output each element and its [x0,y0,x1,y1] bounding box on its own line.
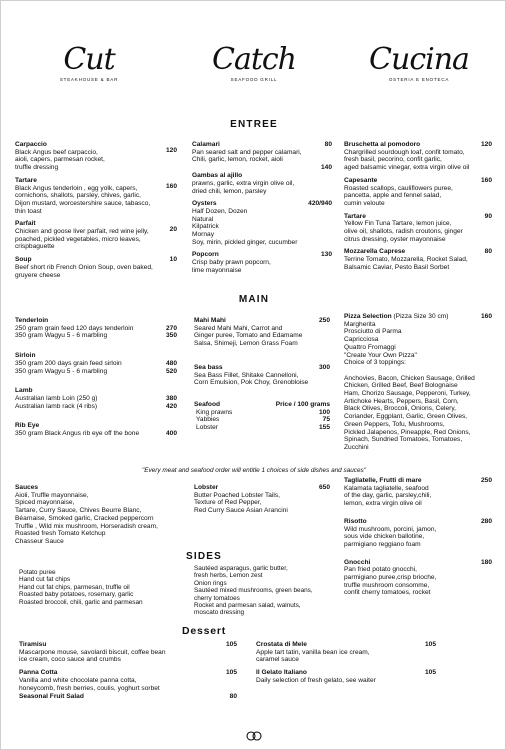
item-name: Mozzarella Caprese [344,248,406,256]
menu-item [344,518,492,549]
item-price: 90 [484,212,492,220]
menu-item [344,213,492,244]
dessert-left-column [19,641,237,706]
item-name: Gnocchi [344,558,371,566]
menu-item [344,559,492,598]
item-desc: Pan seared salt and pepper calamari, Chili, garlic, lemon, rocket, aioli [192,148,302,164]
menu-item [15,141,177,172]
item-name: Panna Cotta [19,669,58,677]
item-price: 420/940 [308,200,332,208]
catch-logo [204,42,304,82]
menu-item [192,141,332,164]
logo-subtitle: OSTERIA E ENOTECA [388,77,450,82]
seafood-item: Seafood Price / 100 grams King prawns 100 Yabbies 75 Lobster 155 [194,400,330,432]
item-name: Il Gelato Italiano [256,669,307,677]
main-right2-column [344,477,492,602]
item-name: Rib Eye [15,422,40,430]
item-name: Carpaccio [15,141,47,148]
menu-item: Sirloin 350 gram 200 days grain feed sirloin 480 350 gram Wagyu 5 - 6 marbling 520 [15,352,177,375]
item-price: 160 [480,176,492,184]
item-desc: Mascarpone mouse, savolardi biscuit, coffee bean ice cream, coco sauce and crumbs [19,648,166,664]
item-desc: Black Angus beef carpaccio, aioli, capers, parmesan rocket, truffle dressing [15,148,105,172]
item-desc: Kalamata tagliatelle, seafood of the day, garlic, parsley,chili, lemon, extra virgin olive oil [344,484,432,508]
sides-right-list: Sautéed asparagus, garlic butter, fresh herbs, Lemon zest Onion rings Sautéed mixed mushrooms, green beans, cherry tomatoes Rocket and parmesan salad, walnuts, moscato dressing [194,565,313,617]
item-desc: Chargrilled sourdough loaf, confit tomato, fresh basil, pecorino, confit garlic, aged balsamic vinegar, extra virgin olive oil [344,148,470,172]
item-desc: Pan fried potato gnocchi, parmigiano puree,crisp brioche, truffle mushroom consomme, confit cherry tomatoes, rocket [344,566,437,597]
item-desc: Half Dozen, Dozen Natural Kilpatrick Mornay Soy, mirin, pickled ginger, cucumber [192,207,298,246]
item-price: 80 [484,248,492,256]
item-price: 130 [320,251,332,259]
cut-logo [39,42,139,82]
lobster-block: Lobster 650 Butter Poached Lobster Tails, Texture of Red Pepper, Red Curry Sauce Asian Arancini [194,484,330,515]
item-name: Tiramisu [19,641,47,648]
logo-subtitle: SEAFOOD GRILL [230,77,278,82]
item-price: 160 [165,182,177,190]
item-name: Tenderloin [15,317,49,324]
menu-item [344,141,492,172]
item-desc: prawns, garlic, extra virgin olive oil, dried chili, lemon, parsley [192,179,295,195]
item-desc: Roasted scallops, cauliflowers puree, pancetta, apple and fennel salad, cumin veloute [344,184,453,207]
item-price: 105 [225,641,237,648]
item-price: 80 [324,141,332,148]
menu-item: Tenderloin 250 gram grain feed 120 days tenderloin 270 350 gram Wagyu 5 - 6 marbling 350 [15,317,177,340]
item-price: 10 [169,256,177,264]
menu-item [192,251,332,274]
entree-right-column [344,141,492,277]
item-desc: Vanilla and white chocolate panna cotta, honeycomb, fresh berries, coulis, yoghurt sorbet [19,676,160,692]
section-title-sides: SIDES [185,551,222,562]
menu-item [19,693,237,701]
item-name: Oysters [192,200,217,208]
entree-mid-column [192,141,332,280]
interlocking-rings-icon [245,731,263,741]
item-price: 105 [424,641,436,648]
menu-item: Pizza Selection (Pizza Size 30 cm) 160 Margherita Prosciutto di Parma Capricciosa Quattro Fromaggi "Create Your Own Pizza" Choice of 3 toppings: Anchovies, Bacon, Chicken Sausage, Grilled Chicken, Grilled Beef, Beef Bolognaise Ham, Chorizo Sausage, Pepperoni, Turkey, Artichoke Hearts, Peppers, Basil, Corn, Black Olives, Broccoli, Onions, Celery, Coriander, Eggplant, Garlic, Green Olives, Green Peppers, Tofu, Mushrooms, Pickled Jalapenos, Pineapple, Red Onions, Spinach, Sundried Tomatoes, Tomatoes, Zucchini [344,313,492,451]
item-name: Soup [15,256,32,264]
dessert-right-column [256,641,436,690]
item-name: Capesante [344,176,378,184]
cucina-logo [369,42,469,82]
menu-item [344,477,492,508]
section-title-entree: ENTREE [230,119,278,130]
menu-item [15,177,177,216]
menu-item [194,364,330,387]
item-name: Seasonal Fruit Salad [19,693,84,701]
section-title-dessert: Dessert [181,625,227,637]
menu-item [192,200,332,246]
logo-subtitle: STEAKHOUSE & BAR [59,77,119,82]
menu-item [194,317,330,348]
menu-item [19,641,237,664]
item-name: Popcorn [192,251,219,259]
item-name: Tartare [15,176,37,184]
item-name: Risotto [344,517,367,525]
item-price: 105 [225,669,237,677]
item-desc: Crisp baby prawn popcorn, lime mayonnaise [192,259,271,274]
menu-item [192,164,332,195]
item-price: 20 [169,226,177,234]
item-price: 140 [320,164,332,172]
main-mid-column [194,317,330,437]
item-name: Bruschetta al pomodoro [344,141,421,148]
item-price: 180 [480,558,492,566]
item-price: 120 [165,147,177,154]
item-desc: Margherita Prosciutto di Parma Capricciosa Quattro Fromaggi "Create Your Own Pizza" Choice of 3 toppings: Anchovies, Bacon, Chicken Sausage, Grilled Chicken, Grilled Beef, Beef Bolognaise Ham, Chorizo Sausage, Pepperoni, Turkey, Artichoke Hearts, Peppers, Basil, Corn, Black Olives, Broccoli, Onions, Celery, Coriander, Eggplant, Garlic, Green Olives, Green Peppers, Tofu, Mushrooms, Pickled Jalapenos, Pineapple, Red Onions, Spinach, Sundried Tomatoes, Tomatoes, Zucchini [344,320,475,451]
item-desc: Black Angus tenderloin , egg yolk, capers, cornichons, shallots, parsley, chives, garlic, Dijon mustard, worcestershire sauce, tabasco, thin toast [15,184,151,215]
item-desc: Chicken and goose liver parfait, red wine jelly, poached, pickled vegetables, micro leaves, crispbaguette [15,228,149,251]
sides-left-list: Potato puree Hand cut fat chips Hand cut fat chips, parmesan, truffle oil Roasted baby potatoes, rosemary, garlic Roasted broccoli, chili, garlic and parmesan [19,569,143,606]
item-price: 160 [480,313,492,320]
item-name: Calamari [192,141,220,148]
item-desc: Sea Bass Fillet, Shitake Cannelloni, Corn Emulsion, Pok Choy, Grenobloise [194,371,309,387]
item-desc: Beef short rib French Onion Soup, oven baked, gruyere cheese [15,263,153,279]
menu-item [256,641,436,664]
logo-script: Cucina [369,42,469,77]
item-price: 80 [229,693,237,701]
menu-item [15,256,177,279]
item-desc: Daily selection of fresh gelato, see waiter [256,676,376,684]
item-name: Lamb [15,387,33,395]
side-note: "Every meat and seafood order will entitle 1 choices of side dishes and sauces" [141,467,367,474]
item-name: Crostata di Mele [256,641,307,648]
section-title-main: MAIN [238,294,270,305]
item-name: Gambas al ajillo [192,172,243,180]
sauces-block: Sauces Aioli, Truffle mayonnaise, Spiced mayonnaise, Tartare, Curry Sauce, Chives Beurre Blanc, Béarnaise, Smoked garlic, Cracked peppercorn Truffle , Wild mix mushroom, Horseradish cream, Roasted fresh Tomato Ketchup Chasseur Sauce [15,484,158,545]
item-price: 120 [480,141,492,148]
item-name: Tartare [344,212,366,220]
entree-left-column [15,141,177,284]
main-left-column [15,317,177,443]
item-desc: Yellow Fin Tuna Tartare, lemon juice, olive oil, shallots, radish croutons, ginger citrus dressing, oyster mayonnaise [344,220,463,243]
item-desc: Apple tart tatin, vanilla bean ice cream, caramel sauce [256,648,370,664]
logo-script: Cut [63,42,115,77]
menu-item [256,669,436,684]
menu-item: Lamb Australian lamb Loin (250 g) 380 Australian lamb rack (4 ribs) 420 [15,387,177,410]
menu-item [15,220,177,251]
item-name: Sea bass [194,363,223,371]
menu-item [344,248,492,271]
item-price: 250 [480,477,492,484]
menu-item: Rib Eye 350 gram Black Angus rib eye off the bone 400 [15,422,177,438]
item-price: 280 [480,517,492,525]
item-desc: Terrine Tomato, Mozzarella, Rocket Salad, Balsamic Caviar, Pesto Basil Sorbet [344,256,468,271]
logo-script: Catch [211,42,297,77]
item-price: 105 [424,669,436,677]
item-name: Parfait [15,220,36,228]
item-name: Mahi Mahi [194,317,226,324]
item-desc: Wild mushroom, porcini, jamon, sous vide chicken ballotine, parmigiano reggiano foam [344,525,437,548]
item-desc: Seared Mahi Mahi, Carrot and Ginger puree, Tomato and Edamame Salsa, Shimeji, Lemon Grass Foam [194,324,303,348]
item-price: 300 [318,363,330,371]
menu-item [344,177,492,208]
item-name: Tagliatelle, Frutti di mare [344,477,422,484]
menu-item [19,669,237,692]
item-price: 250 [318,317,330,324]
main-right-column [344,313,492,457]
item-name: Sirloin [15,352,36,360]
